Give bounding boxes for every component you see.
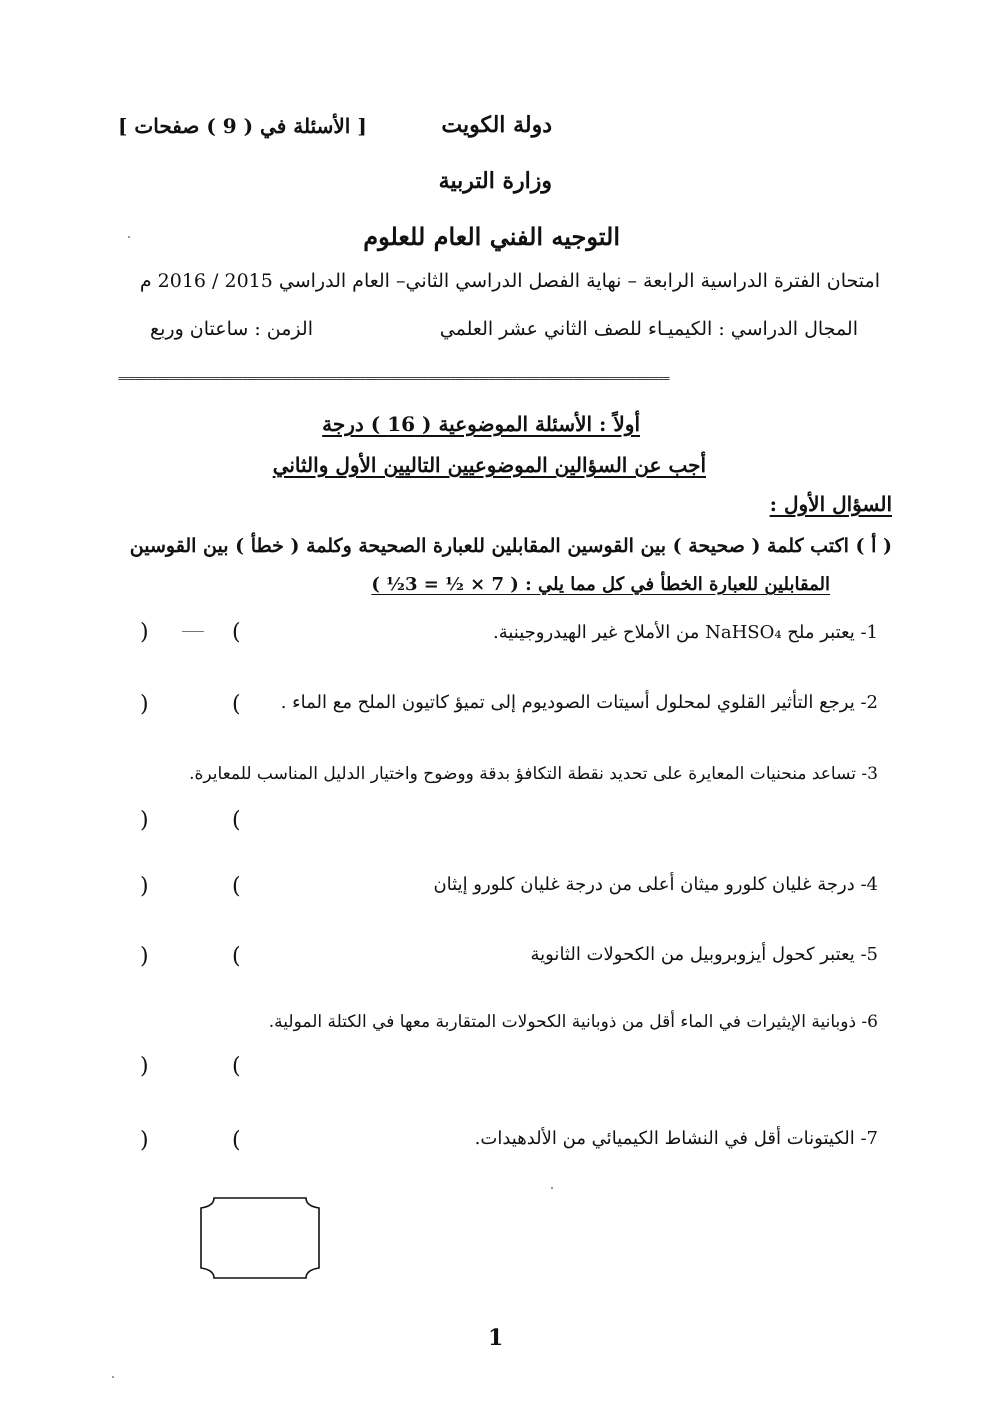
question-1-title: السؤال الأول : [769, 492, 892, 516]
statement-2: 2- يرجع التأثير القلوي لمحلول أسيتات الصوديوم إلى تميؤ كاتيون الملح مع الماء . [280, 692, 878, 713]
answer-paren-close-1: ) [140, 620, 149, 645]
answer-paren-open-5: ( [232, 944, 241, 969]
subject-line: المجال الدراسي : الكيميـاء للصف الثاني عشر العلمي [439, 318, 858, 340]
statement-1: 1- يعتبر ملح NaHSO₄ من الأملاح غير الهيدروجينية. [492, 622, 878, 643]
answer-paren-open-6: ( [232, 1054, 241, 1079]
header-separator: ================================================================================================== [118, 372, 670, 382]
part-a-instruction-line-2: المقابلين للعبارة الخطأ في كل مما يلي : ( 7 × ½ = 3½ ) [371, 574, 830, 595]
scan-speck [128, 236, 130, 238]
exam-duration: الزمن : ساعتان وربع [150, 318, 313, 340]
section-instruction: أجب عن السؤالين الموضوعيين التاليين الأول والثاني [272, 453, 706, 477]
answer-paren-open-7: ( [232, 1128, 241, 1153]
stray-mark [182, 631, 204, 632]
answer-paren-close-7: ) [140, 1128, 149, 1153]
answer-paren-close-3: ) [140, 808, 149, 833]
exam-title: امتحان الفترة الدراسية الرابعة – نهاية الفصل الدراسي الثاني– العام الدراسي 2015 / 2016 م [139, 270, 880, 292]
statement-7: 7- الكيتونات أقل في النشاط الكيميائي من الألدهيدات. [474, 1128, 878, 1149]
answer-paren-open-2: ( [232, 692, 241, 717]
country-heading: دولة الكويت [441, 112, 552, 138]
pages-note: [ الأسئلة في ( 9 ) صفحات ] [118, 114, 367, 138]
statement-6: 6- ذوبانية الإيثيرات في الماء أقل من ذوبانية الكحولات المتقاربة معها في الكتلة المولية. [268, 1012, 878, 1032]
statement-5: 5- يعتبر كحول أيزوبروبيل من الكحولات الثانوية [530, 944, 878, 965]
answer-paren-open-3: ( [232, 808, 241, 833]
answer-paren-close-5: ) [140, 944, 149, 969]
statement-3: 3- تساعد منحنيات المعايرة على تحديد نقطة التكافؤ بدقة ووضوح واختيار الدليل المناسب للمعايرة. [189, 764, 878, 784]
directorate-heading: التوجيه الفني العام للعلوم [363, 222, 620, 251]
scan-speck [112, 1376, 114, 1378]
grade-box [200, 1197, 320, 1279]
answer-paren-open-1: ( [232, 620, 241, 645]
answer-paren-close-2: ) [140, 692, 149, 717]
ministry-heading: وزارة التربية [438, 168, 552, 194]
answer-paren-close-6: ) [140, 1054, 149, 1079]
part-a-instruction-line-1: ( أ ) اكتب كلمة ( صحيحة ) بين القوسين المقابلين للعبارة الصحيحة وكلمة ( خطأ ) بين القوسين [129, 535, 892, 557]
statement-4: 4- درجة غليان كلورو ميثان أعلى من درجة غليان كلورو إيثان [433, 874, 878, 895]
answer-paren-open-4: ( [232, 874, 241, 899]
section-title: أولاً : الأسئلة الموضوعية ( 16 ) درجة [322, 412, 640, 436]
answer-paren-close-4: ) [140, 874, 149, 899]
page-number: 1 [488, 1325, 504, 1351]
scan-speck [551, 1187, 553, 1189]
